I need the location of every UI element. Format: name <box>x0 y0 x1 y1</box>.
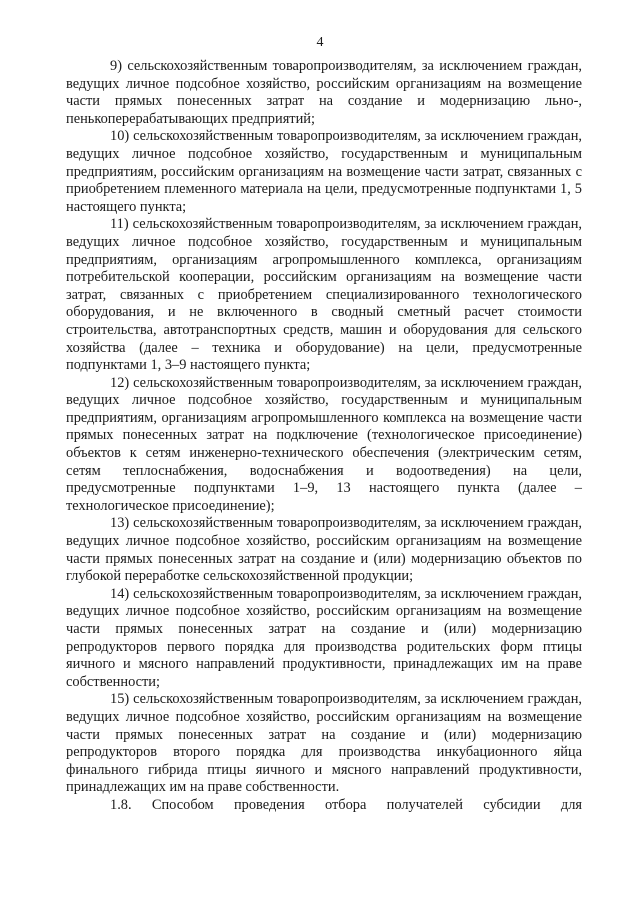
paragraph-1-8: 1.8. Способом проведения отбора получателей субсидии для <box>110 796 582 813</box>
paragraph-item-11: 11) сельскохозяйственным товаропроизводителям, за исключением граждан, ведущих личное подсобное хозяйство, государственным и муниципальным предприятиям, организациям агропромышленного комплекса, организациям потребительской кооперации, российским организациям на возмещение части затрат, связанных с приобретением специализированного технологического оборудования, и не включенного в сводный сметный расчет стоимости строительства, автотранспортных средств, машин и оборудования для сельского хозяйства (далее – техника и оборудование) на цели, предусмотренные подпунктами 1, 3–9 настоящего пункта; <box>66 216 582 374</box>
paragraph-item-15: 15) сельскохозяйственным товаропроизводителям, за исключением граждан, ведущих личное подсобное хозяйство, российским организациям на возмещение части прямых понесенных затрат на создание и (или) модернизацию репродукторов второго порядка для производства инкубационного яйца финального гибрида птицы яичного и мясного направлений продуктивности, принадлежащих им на праве собственности. <box>66 691 582 796</box>
paragraph-item-13: 13) сельскохозяйственным товаропроизводителям, за исключением граждан, ведущих личное подсобное хозяйство, российским организациям на возмещение части прямых понесенных затрат на создание и (или) модернизацию объектов по глубокой переработке сельскохозяйственной продукции; <box>66 515 582 585</box>
paragraph-item-12: 12) сельскохозяйственным товаропроизводителям, за исключением граждан, ведущих личное подсобное хозяйство, государственным и муниципальным предприятиям, организациям агропромышленного комплекса на возмещение части прямых понесенных затрат на подключение (технологическое присоединение) объектов к сетям инженерно-технического обеспечения (электрическим сетям, сетям теплоснабжения, водоснабжения и водоотведения) на цели, предусмотренные подпунктами 1–9, 13 настоящего пункта (далее – технологическое присоединение); <box>66 374 582 514</box>
document-body <box>66 58 582 815</box>
page-number: 4 <box>316 35 324 50</box>
paragraph-item-14: 14) сельскохозяйственным товаропроизводителям, за исключением граждан, ведущих личное подсобное хозяйство, российским организациям на возмещение части прямых понесенных затрат на создание и (или) модернизацию репродукторов первого порядка для производства родительских форм птицы яичного и мясного направлений продуктивности, принадлежащих им на праве собственности; <box>66 585 582 690</box>
paragraph-item-10: 10) сельскохозяйственным товаропроизводителям, за исключением граждан, ведущих личное подсобное хозяйство, государственным и муниципальным предприятиям, российским организациям на возмещение части затрат, связанных с приобретением племенного материала на цели, предусмотренные подпунктами 1, 5 настоящего пункта; <box>66 128 582 215</box>
paragraph-item-9: 9) сельскохозяйственным товаропроизводителям, за исключением граждан, ведущих личное подсобное хозяйство, российским организациям на возмещение части прямых понесенных затрат на создание и модернизацию льно-, пенькоперерабатывающих предприятий; <box>66 58 582 127</box>
